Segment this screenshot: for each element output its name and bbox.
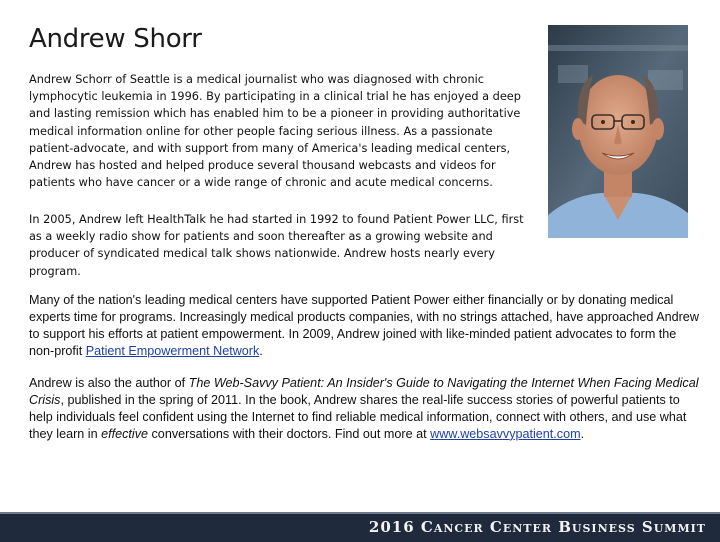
support-end: .	[259, 343, 263, 358]
bio-paragraph-1: Andrew Schorr of Seattle is a medical journalist who was diagnosed with chronic lymphocytic leukemia in 1996. By participating in a clinical trial he has enjoyed a deep and lasting remission which has enabled him to be a pioneer in providing authoritative medical information online for other people facing serious illness. As a passionate patient-advocate, and with support from many of America's leading medical centers, Andrew has hosted and helped produce several thousand webcasts and videos for patients who have cancer or a wide range of chronic and acute medical concerns.	[29, 73, 521, 190]
book-mid: , published in the spring of 2011. In the book, Andrew shares the real-life success stories of powerful patients to help individuals feel confident using the Internet to find reliable medical information, connect with others, and use what they learn in	[29, 392, 687, 441]
footer-bar	[0, 512, 720, 542]
support-paragraph	[29, 292, 699, 360]
websavvypatient-link[interactable]: www.websavvypatient.com	[430, 426, 581, 441]
book-em: effective	[101, 426, 149, 441]
bio-paragraph-2: In 2005, Andrew left HealthTalk he had started in 1992 to found Patient Power LLC, first as a weekly radio show for patients and soon thereafter as a growing website and producer of syndicated medical talk shows nationwide. Andrew hosts nearly every program.	[29, 213, 524, 278]
book-post: conversations with their doctors. Find out more at	[148, 426, 431, 441]
book-title: The Web-Savvy Patient: An Insider's Guide to Navigating the Internet When Facing Medical Crisis	[29, 376, 699, 407]
book-pre: Andrew is also the author of	[29, 376, 189, 390]
book-end: .	[580, 426, 585, 441]
footer-title: 2016 Cancer Center Business Summit	[368, 518, 706, 536]
patient-empowerment-network-link[interactable]: Patient Empowerment Network	[85, 343, 260, 358]
book-paragraph	[29, 375, 699, 443]
page-title: Andrew Shorr	[29, 24, 202, 54]
andrew-shorr-photo	[548, 25, 688, 238]
support-text: Many of the nation's leading medical centers have supported Patient Power either financially or by donating medical experts time for programs. Increasingly medical products companies, with no strings attached, have approached Andrew to support his efforts at patient empowerment. In 2009, Andrew joined with like-minded patient advocates to form the non-profit	[29, 293, 699, 358]
